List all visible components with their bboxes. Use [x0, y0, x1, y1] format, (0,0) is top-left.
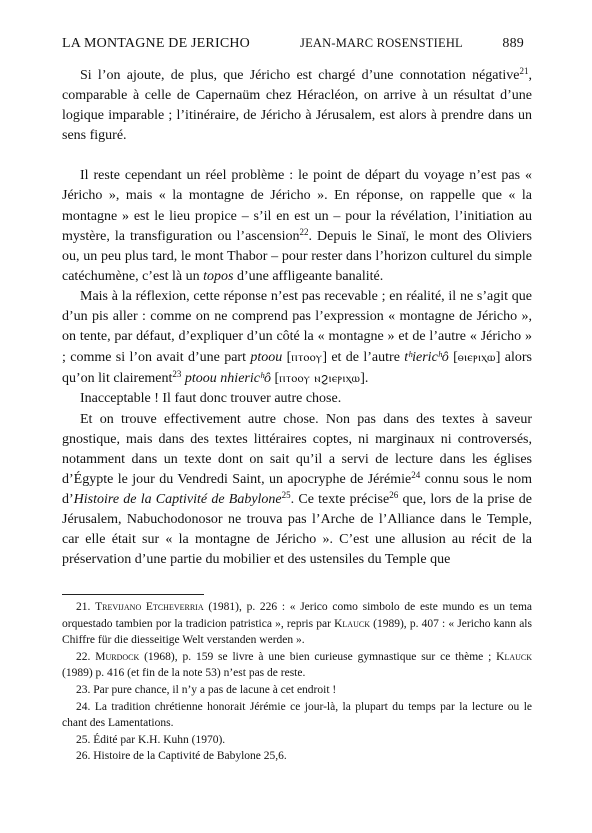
text-run: Si l’on ajoute, de plus, que Jéricho est chargé d’une connotation négative: [80, 68, 520, 83]
text-run: Mais à la réflexion, cette réponse n’est pas recevable ; en réalité, il ne s’agit que d’un pis aller : comme on ne comprend pas l’expression « montagne de Jéricho », on tente, par défaut, d’expliquer d’un côté la « montagne » et de l’autre « Jéricho » ; comme si l’on avait d’une part: [62, 288, 532, 366]
text-run: . Depuis le Sinaï, le mont des Oliviers ou, un peu plus tard, le mont Thabor – pour rester dans l’horizon culturel du simple catéchumène, c’est là un: [62, 228, 532, 284]
text-run: Klauck: [496, 650, 533, 663]
running-header: [62, 36, 530, 56]
footnote: [62, 599, 532, 649]
text-run: ].: [360, 371, 369, 387]
text-run: (1981), p. 226 : « Jerico como simbolo de este mundo es un tema orquestado tambien por la tradicion patristica », repris par: [62, 601, 533, 630]
text-run: ] alors qu’on lit clairement: [62, 350, 532, 387]
text-run: topos: [203, 268, 234, 284]
paragraph: [62, 410, 532, 571]
text-run: Murdock: [95, 650, 140, 663]
text-run: d’une affligeante banalité.: [233, 268, 384, 284]
page-number: 889: [502, 36, 524, 51]
main-text: [62, 66, 532, 570]
paragraph: [62, 66, 532, 146]
text-run: (1989), p. 407 : « Jericho kann als Chiffre für die diesseitige Welt verstanden werden ».: [62, 617, 532, 647]
text-run: ptoou: [250, 350, 283, 366]
text-run: ptoou nhiericʰô: [184, 371, 271, 387]
footnote-ref[interactable]: 22: [299, 226, 309, 237]
running-title: LA MONTAGNE DE JERICHO: [62, 36, 250, 51]
footnote-ref[interactable]: 24: [411, 469, 421, 480]
text-run: 25. Édité par K.H. Kuhn (1970).: [76, 733, 226, 746]
text-run: 21.: [76, 601, 96, 613]
footnote-separator: [62, 594, 204, 595]
text-run: connu sous le nom d’: [62, 471, 532, 507]
paragraph-gap: [62, 146, 532, 166]
text-run: Histoire de la Captivité de Babylone: [73, 491, 282, 507]
text-run: , comparable à celle de Capernaüm chez Héracléon, on arrive à un résultat d’une logique imparable ; l’itinéraire, de Jéricho à Jérusalem, est alors à prendre dans un sens figuré.: [62, 68, 532, 144]
text-run: [: [270, 371, 280, 387]
text-run: . Ce texte précise: [290, 491, 390, 507]
text-run: 23. Par pure chance, il n’y a pas de lacune à cet endroit !: [76, 683, 337, 696]
text-run: [: [448, 350, 458, 366]
paragraph: [62, 166, 532, 287]
text-run: 22.: [76, 650, 96, 663]
footnote-ref[interactable]: 25: [281, 489, 291, 500]
footnote: [62, 748, 532, 765]
footnote-ref[interactable]: 23: [172, 369, 182, 380]
text-run: que, lors de la prise de Jérusalem, Nabuchodonosor ne trouva pas l’Arche de l’Alliance dans le Temple, car elle était sur « la montagne de Jéricho ». C’est une allusion au récit de la préservation d’une partie du mobilier et des ustensiles du Temple que: [62, 491, 532, 568]
text-run: (1989) p. 416 (et fin de la note 53) n’est pas de reste.: [62, 667, 306, 680]
text-run: Klauck: [334, 617, 370, 630]
text-run: Il reste cependant un réel problème : le point de départ du voyage n’est pas « Jéricho », mais « la montagne de Jéricho ». En réponse, on rappelle que « la montagne » est le lieu propice – s’il en est un – pour la révélation, l’initiation au mystère, la transfiguration ou l’ascension: [62, 168, 532, 244]
footnote-ref[interactable]: 26: [389, 489, 399, 500]
text-run: Inacceptable ! Il faut donc trouver autre chose.: [80, 391, 342, 407]
text-run: tʰiericʰô: [404, 350, 449, 366]
coptic-text: ⲡⲧⲟⲟⲩ ⲛϩⲓⲉⲣⲓⲭⲱ: [279, 371, 361, 386]
coptic-text: ⲡⲧⲟⲟⲩ: [291, 350, 323, 365]
text-run: Trevijano Etcheverria: [95, 601, 204, 613]
footnotes: [62, 599, 532, 765]
text-run: (1968), p. 159 se livre à une bien curieuse gymnastique sur ce thème ;: [139, 650, 497, 663]
text-run: Et on trouve effectivement autre chose. Non pas dans des textes à saveur gnostique, mais dans des textes littéraires coptes, ni marginaux ni controversés, notamment dans un texte dont on sait qu’il a servi de lecture dans les églises d’Égypte le jour du Vendredi Saint, un apocryphe de Jérémie: [62, 411, 532, 487]
text-run: 24. La tradition chrétienne honorait Jérémie ce jour-là, la plupart du temps par la lecture ou le chant des Lamentations.: [62, 700, 532, 730]
running-author: JEAN-MARC ROSENSTIEHL: [300, 36, 463, 50]
text-run: 26. Histoire de la Captivité de Babylone 25,6.: [76, 750, 287, 763]
paragraph: [62, 287, 532, 389]
text-run: [: [282, 350, 292, 366]
text-run: ] et de l’autre: [322, 350, 405, 366]
footnote: [62, 699, 532, 732]
coptic-text: ⲑⲓⲉⲣⲓⲭⲱ: [457, 350, 496, 365]
paragraph: [62, 389, 532, 409]
footnote: [62, 682, 532, 699]
footnote: [62, 732, 532, 749]
footnote: [62, 649, 532, 682]
footnote-ref[interactable]: 21: [519, 66, 529, 76]
